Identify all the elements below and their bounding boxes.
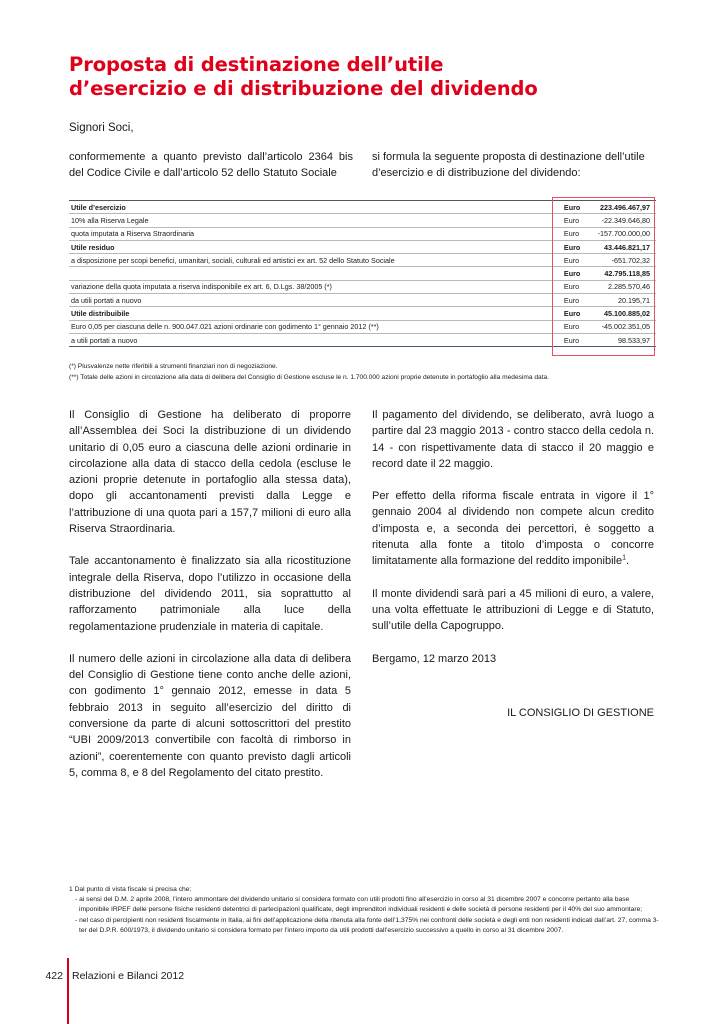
profit-allocation-table — [69, 200, 656, 347]
table-row — [69, 320, 656, 333]
salutation: Signori Soci, — [69, 122, 134, 134]
row-amount: 43.446.821,17 — [596, 240, 656, 253]
footnote-item: - ai sensi del D.M. 2 aprile 2008, l’intero ammontare del dividendo unitario si considera formato con utili prodotti fino all’esercizio in corso al 31 dicembre 2007 e concorre pertanto alla base imponibile IRPEF delle persone fisiche residenti detentrici di partecipazioni qualificate, degli imprenditori individuali residenti e delle società di persone residenti per il 40% del suo ammontare; — [75, 896, 643, 914]
row-label: da utili portati a nuovo — [69, 294, 550, 307]
row-label: Euro 0,05 per ciascuna delle n. 900.047.021 azioni ordinarie con godimento 1° gennaio 2012 (**) — [69, 320, 550, 333]
row-label: Utile distribuibile — [69, 307, 550, 320]
paragraph: Per effetto della riforma fiscale entrata in vigore il 1° gennaio 2004 al dividendo non compete alcun credito d’imposta e, a seconda dei percettori, è soggetto a ritenuta alla fonte a titolo d’imposta o concorre limitatamente alla formazione del reddito imponibile$^1$. — [372, 490, 654, 568]
row-amount: 98.533,97 — [596, 333, 656, 346]
row-label: a utili portati a nuovo — [69, 333, 550, 346]
footnote-1: 1 Dal punto di vista fiscale si precisa che: — [69, 886, 192, 893]
row-label: variazione della quota imputata a riserva indisponibile ex art. 6, D.Lgs. 38/2005 (*) — [69, 280, 550, 293]
row-amount: 223.496.467,97 — [596, 201, 656, 214]
row-amount: 42.795.118,85 — [596, 267, 656, 280]
row-currency: Euro — [550, 201, 596, 214]
title-line-1: Proposta di destinazione dell’utile — [69, 53, 444, 76]
footnote-ref[interactable]: 1 — [622, 554, 626, 562]
body-column-right — [372, 407, 654, 737]
body-column-left — [69, 407, 351, 797]
row-amount: -45.002.351,05 — [596, 320, 656, 333]
table-row — [69, 280, 656, 293]
row-currency: Euro — [550, 254, 596, 267]
row-currency: Euro — [550, 307, 596, 320]
table-row — [69, 294, 656, 307]
row-amount: -651.702,32 — [596, 254, 656, 267]
row-currency: Euro — [550, 240, 596, 253]
row-currency: Euro — [550, 214, 596, 227]
row-label: Utile d’esercizio — [69, 201, 550, 214]
row-currency: Euro — [550, 280, 596, 293]
table-row — [69, 267, 656, 280]
table-row — [69, 333, 656, 346]
row-label: quota imputata a Riserva Straordinaria — [69, 227, 550, 240]
table-row — [69, 240, 656, 253]
footnotes — [69, 885, 659, 936]
row-currency: Euro — [550, 294, 596, 307]
row-currency: Euro — [550, 227, 596, 240]
margin-rule — [67, 958, 69, 1024]
table-row — [69, 307, 656, 320]
paragraph: Tale accantonamento è finalizzato sia alla ricostituzione integrale della Riserva, dopo l’utilizzo in occasione della distribuzione del dividendo 2011, sia soprattutto al rafforzamento patrimoniale alla luce della regolamentazione prudenziale in materia di capitale. — [69, 555, 351, 633]
intro-right: si formula la seguente proposta di destinazione dell’utile d’esercizio e di distribuzione del dividendo: — [372, 151, 645, 179]
paragraph-text: Per effetto della riforma fiscale entrata in vigore il 1° gennaio 2004 al dividendo non compete alcun credito d’imposta e, a seconda dei percettori, è soggetto a ritenuta alla fonte a titolo d’imposta o concorre limitatamente alla formazione del reddito imponibile — [372, 490, 654, 568]
table-row — [69, 227, 656, 240]
row-amount: 2.285.570,46 — [596, 280, 656, 293]
page-title — [69, 53, 629, 101]
row-amount: -22.349.646,80 — [596, 214, 656, 227]
page-number: 422 — [45, 970, 63, 982]
table-row — [69, 214, 656, 227]
row-amount: 45.100.885,02 — [596, 307, 656, 320]
row-label: Utile residuo — [69, 240, 550, 253]
row-label — [69, 267, 550, 280]
paragraph: Il pagamento del dividendo, se deliberato, avrà luogo a partire dal 23 maggio 2013 - contro stacco della cedola n. 14 - con rispettivamente data di stacco il 20 maggio e record date il 22 maggio. — [372, 409, 654, 470]
paragraph: Il Consiglio di Gestione ha deliberato di proporre all’Assemblea dei Soci la distribuzione di un dividendo unitario di 0,05 euro a ciascuna delle azioni ordinarie in circolazione alla data di stacco della cedola (escluse le azioni proprie detenute in portafoglio alla stessa data), dopo gli accantonamenti previsti dalla Legge e l’attribuzione di una quota pari a 157,7 milioni di euro alla Riserva Straordinaria. — [69, 409, 351, 536]
table-note-1: (*) Plusvalenze nette riferibili a strumenti finanziari non di negoziazione. — [69, 363, 278, 370]
table-row — [69, 201, 656, 214]
row-label: 10% alla Riserva Legale — [69, 214, 550, 227]
footnote-item: - nel caso di percipienti non residenti fiscalmente in Italia, ai fini dell’applicazione della ritenuta alla fonte dell’1,375% nei confronti delle società e degli enti non residenti indicati dall’art. 27, comma 3-ter del D.P.R. 600/1973, il dividendo unitario si considera formato per l’intero importo da utili prodotti dall’esercizio successivo a quello in corso al 31 dicembre 2007. — [75, 916, 659, 934]
row-currency: Euro — [550, 333, 596, 346]
row-amount: -157.700.000,00 — [596, 227, 656, 240]
table-row — [69, 254, 656, 267]
publication-title: Relazioni e Bilanci 2012 — [72, 970, 185, 982]
table-notes — [69, 362, 549, 383]
row-currency: Euro — [550, 320, 596, 333]
place-date: Bergamo, 12 marzo 2013 — [372, 652, 497, 665]
paragraph: Il numero delle azioni in circolazione alla data di delibera del Consiglio di Gestione tiene conto anche delle azioni, con godimento 1° gennaio 2012, emesse in data 5 febbraio 2013 in seguito all’esercizio del diritto di conversione da parte di alcuni sottoscrittori del prestito “UBI 2009/2013 convertibile con facoltà di rimborso in azioni”, coerentemente con quanto previsto dagli articoli 5, comma 8, e 8 del Regolamento del citato prestito. — [69, 652, 351, 779]
row-label: a disposizione per scopi benefici, umanitari, sociali, culturali ed artistici ex art. 52 dello Statuto Sociale — [69, 254, 550, 267]
signature: IL CONSIGLIO DI GESTIONE — [507, 706, 654, 719]
table-note-2: (**) Totale delle azioni in circolazione alla data di delibera del Consiglio di Gestione escluse le n. 1.700.000 azioni proprie detenute in portafoglio alla medesima data. — [69, 373, 550, 381]
row-currency: Euro — [550, 267, 596, 280]
title-line-2: d’esercizio e di distribuzione del dividendo — [69, 77, 538, 100]
paragraph: Il monte dividendi sarà pari a 45 milioni di euro, a valere, una volta effettuate le attribuzioni di Legge e di Statuto, sull’utile della Capogruppo. — [372, 587, 654, 633]
row-amount: 20.195,71 — [596, 294, 656, 307]
intro-left: conformemente a quanto previsto dall’articolo 2364 bis del Codice Civile e dall’articolo 52 dello Statuto Sociale — [69, 151, 353, 179]
